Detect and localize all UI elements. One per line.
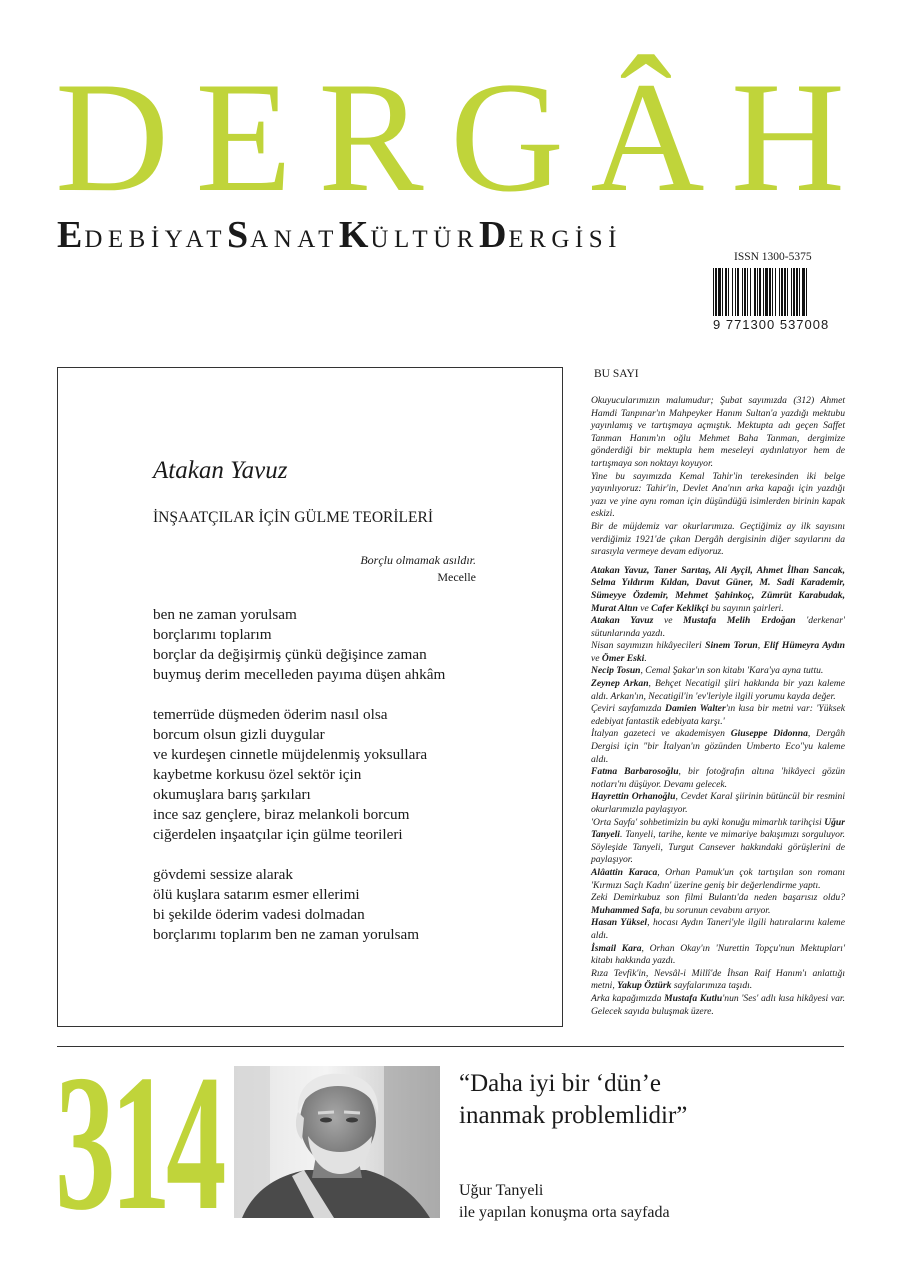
masthead-subtitle	[57, 213, 847, 257]
poem-epigraph-source: Mecelle	[437, 570, 476, 584]
contents-text-run: . Tanyeli, tarihe, kente ve mimariye bakışımızı sorguluyor. Söyleşide Tanyeli, Turgut Cansever hakkındaki görüşlerini de paylaşıyor.	[591, 829, 845, 866]
barcode-bar	[715, 268, 717, 316]
masthead-letter: E	[195, 50, 292, 225]
poem-line: ölü kuşlara satarım esmer ellerimi	[153, 886, 360, 903]
poem-line: buymuş derim mecelleden payıma düşen ahkâm	[153, 666, 446, 683]
contents-paragraph	[591, 892, 845, 917]
contents-text-run: , Cevdet Karal şiirinin bütüncül bir resmini okurlarımızla paylaşıyor.	[591, 791, 845, 815]
contents-text-run: Arka kapağımızda	[591, 992, 665, 1004]
poem-line: ben ne zaman yorulsam	[153, 606, 297, 623]
contents-text-run: Rıza Tevfik'in, Nevsâl-i Millî'de İhsan Raif Hanım'ı anlattığı metni,	[591, 967, 845, 992]
barcode-bar	[713, 268, 714, 316]
subtitle-initial: K	[338, 214, 371, 256]
contents-text-run: 'Orta Sayfa' sohbetimizin bu ayki konuğu mimarlık tarihçisi	[591, 816, 825, 828]
contents-paragraph	[591, 640, 845, 665]
contents-paragraph	[591, 766, 845, 791]
subtitle-word: DEBİYAT	[84, 226, 228, 253]
contributor-name: Hayrettin Orhanoğlu	[591, 791, 676, 803]
issn-label: ISSN 1300-5375	[734, 251, 812, 263]
contents-paragraph	[591, 521, 845, 559]
poem-line: ve kurdeşen cinnetle müjdelenmiş yoksullara	[153, 746, 428, 763]
poem-line: gövdemi sessize alarak	[153, 866, 294, 883]
masthead-letter: Â	[590, 50, 705, 225]
contents-text-run: Yine bu sayımızda Kemal Tahir'in terekesinden iki belge yayınlıyoruz: Tahir'in, Devlet Ana'nın arka kapağı için yazdığı yazı ve yine aynı roman için düşündüğü isimlerden birinin kapak eskizi.	[591, 470, 845, 520]
barcode-bar	[796, 268, 798, 316]
caption-line: Uğur Tanyeli	[459, 1182, 544, 1199]
contents-text-run: , bir fotoğrafın altına 'hikâyeci gözün notları'nı düşüyor. Devamı gelecek.	[591, 766, 845, 790]
issue-number: 314	[55, 1035, 222, 1251]
contents-paragraph	[591, 817, 845, 867]
poem-stanza	[153, 705, 553, 845]
barcode-bar	[747, 268, 748, 316]
portrait-photo	[234, 1066, 440, 1218]
subtitle-word: ANAT	[250, 226, 339, 253]
barcode-bar	[728, 268, 729, 316]
subtitle-initial: E	[57, 214, 85, 256]
contents-text-run: , hocası Aydın Taneri'yle ilgili hatıralarını kaleme aldı.	[591, 917, 845, 941]
contents-paragraph	[591, 791, 845, 816]
barcode-bar	[784, 268, 786, 316]
poem-author: Atakan Yavuz	[153, 457, 288, 484]
subtitle-word: ÜLTÜR	[370, 226, 479, 253]
contributor-name: Necip Tosun	[591, 665, 641, 677]
masthead-letter: D	[55, 50, 170, 225]
contributor-name: Elif Hümeyra Aydın	[763, 640, 845, 652]
contents-paragraph	[591, 917, 845, 942]
contents-text-run: bu sayının şairleri.	[708, 602, 784, 614]
barcode-bar	[759, 268, 761, 316]
contents-paragraph	[591, 728, 845, 766]
contents-paragraph	[591, 471, 845, 521]
barcode	[713, 268, 841, 316]
contents-text-run: ve	[637, 602, 652, 614]
barcode-bar	[732, 268, 733, 316]
contributor-name: Hasan Yüksel	[591, 917, 648, 929]
caption-line: ile yapılan konuşma orta sayfada	[459, 1204, 670, 1221]
barcode-digits: 9 771300 537008	[713, 317, 830, 332]
masthead-letter: G	[450, 50, 565, 225]
contents-paragraph	[591, 968, 845, 993]
contents-paragraph	[591, 615, 845, 640]
barcode-bar	[744, 268, 746, 316]
poem-title: İNŞAATÇILAR İÇİN GÜLME TEORİLERİ	[153, 509, 433, 526]
barcode-bar	[775, 268, 776, 316]
poem-line: kaybetme korkusu özel sektör için	[153, 766, 362, 783]
contents-text-run: sayfalarımıza taşıdı.	[671, 980, 753, 992]
contents-text-run: , bu sorunun cevabını arıyor.	[659, 904, 771, 916]
contributor-name: Zeynep Arkan	[591, 678, 649, 690]
contents-text-run: ,	[757, 640, 764, 652]
quote-line: inanmak problemlidir”	[459, 1102, 688, 1129]
barcode-bar	[769, 268, 771, 316]
poem-line: borçlarımı toplarım ben ne zaman yorulsam	[153, 926, 420, 943]
poem-stanza	[153, 605, 553, 685]
contributor-name: Giuseppe Didonna	[730, 728, 808, 740]
masthead-letter: H	[730, 50, 845, 225]
poem-line: ciğerdelen inşaatçılar için gülme teorileri	[153, 826, 403, 843]
contents-paragraph	[591, 565, 845, 615]
contributor-name: Mustafa Kutlu	[664, 992, 723, 1004]
contributor-name: Uğur Tanyeli	[591, 816, 845, 841]
barcode-bar	[793, 268, 795, 316]
poem-line: borçlarımı toplarım	[153, 626, 272, 643]
poem-line: ince saz gençlere, biraz melankoli borcum	[153, 806, 410, 823]
contents-text-run: 'derkenar' sütunlarında yazdı.	[591, 615, 845, 639]
contributor-name: Mustafa Melih Erdoğan	[683, 615, 796, 627]
contents-text-run: Çeviri sayfamızda	[591, 703, 666, 715]
barcode-bar	[737, 268, 739, 316]
contents-paragraph	[591, 943, 845, 968]
poem-line: okumuşlara barış şarkıları	[153, 786, 311, 803]
contents-text-run: ve	[591, 652, 602, 664]
barcode-bar	[779, 268, 780, 316]
barcode-bar	[781, 268, 783, 316]
barcode-bar	[718, 268, 721, 316]
barcode-bar	[791, 268, 792, 316]
contents-text-run: .	[644, 652, 647, 664]
barcode-bar	[757, 268, 758, 316]
contents-paragraph	[591, 867, 845, 892]
poem-line: temerrüde düşmeden öderim nasıl olsa	[153, 706, 388, 723]
contributor-name: Atakan Yavuz	[591, 615, 654, 627]
contents-text-run: , Dergâh Dergisi için "bir İtalyan'ın gözünden Umberto Eco"yu kaleme aldı.	[591, 728, 845, 765]
cover-caption	[459, 1180, 670, 1224]
poem-line: bi şekilde öderim vadesi dolmadan	[153, 906, 365, 923]
contributor-name: İsmail Kara	[591, 942, 642, 954]
poem-stanza	[153, 865, 553, 945]
contents-text-run: , Orhan Okay'ın 'Nurettin Topçu'nun Mektupları' kitabı hakkında yazdı.	[591, 942, 845, 967]
barcode-bar	[787, 268, 788, 316]
contents-text-run: 'ın kısa bir metni var: 'Yüksek edebiyat fantastik edebiyata karşı.'	[591, 703, 846, 727]
contents-text-run: Zeki Demirkubuz son filmi Bulantı'da neden başarısız oldu?	[591, 892, 845, 904]
contents-paragraph	[591, 395, 845, 471]
barcode-bar	[799, 268, 800, 316]
barcode-bar	[735, 268, 736, 316]
poem-line: borçlar da değişirmiş çünkü değişince zaman	[153, 646, 427, 663]
contents-paragraph	[591, 993, 845, 1018]
barcode-bar	[806, 268, 807, 316]
barcode-bar	[802, 268, 805, 316]
contents-paragraph	[591, 703, 845, 728]
barcode-bar	[754, 268, 756, 316]
contents-text-run: Okuyucularımızın malumudur; Şubat sayımızda (312) Ahmet Hamdi Tanpınar'ın Mahpeyker Hanım Sultan'a yazdığı mektubu yayınlamış ve tartışmaya açmıştık. Mektupta adı geçen Saffet Tanman Hanım'ın oğlu Mehmet Baha Tanman, dergimize gönderdiği bir mektupla hem meseleyi aydınlatıyor hem de tartışmaya son noktayı koyuyor.	[591, 395, 845, 469]
contents-text-run: Bir de müjdemiz var okurlarımıza. Geçtiğimiz ay ilk sayısını verdiğimiz 1921'de çıkan Dergâh dergisinin diğer sayılarını da sırasıyla vermeye devam ediyoruz.	[591, 520, 845, 558]
subtitle-word: ERGİSİ	[508, 226, 622, 253]
contents-heading: BU SAYI	[594, 368, 639, 380]
quote-line: “Daha iyi bir ‘dün’e	[459, 1070, 662, 1097]
contributor-name: Muhammed Safa	[591, 904, 660, 916]
masthead-letter: R	[318, 50, 424, 225]
contributor-name: Fatma Barbarosoğlu	[591, 766, 679, 778]
poem-body	[153, 605, 553, 965]
cover-quote	[459, 1068, 687, 1132]
contents-text-run: , Cemal Şakar'ın son kitabı 'Kara'ya ayna tuttu.	[640, 665, 824, 677]
barcode-bar	[722, 268, 723, 316]
contents-text	[591, 395, 845, 1018]
barcode-bar	[742, 268, 743, 316]
barcode-bar	[763, 268, 764, 316]
contributor-name: Alâattin Karaca	[591, 866, 658, 878]
contributor-name: Atakan Yavuz, Taner Sarıtaş, Ali Ayçil, Ahmet İlhan Sancak, Selma Yıldırım Kıldan, Davut Güner, M. Sadi Karademir, Sümeyye Özdemir, Mehmet Şahinkoç, Zümrüt Karabudak, Murat Altın	[591, 564, 845, 614]
contents-text-run: İtalyan gazeteci ve akademisyen	[591, 728, 731, 740]
contributor-name: Yakup Öztürk	[617, 980, 672, 992]
contents-paragraph	[591, 665, 845, 678]
contributor-name: Sinem Torun	[705, 640, 758, 652]
poem-epigraph: Borçlu olmamak asıldır.	[360, 553, 476, 567]
barcode-bar	[725, 268, 727, 316]
barcode-bar	[750, 268, 751, 316]
contents-text-run: , Orhan Pamuk'un çok tartışılan son romanı 'Kırmızı Saçlı Kadın' üzerine geniş bir değerlendirme yaptı.	[591, 866, 845, 891]
barcode-bar	[765, 268, 768, 316]
subtitle-initial: D	[478, 214, 509, 256]
masthead-logo	[55, 50, 845, 225]
barcode-bar	[772, 268, 773, 316]
contributor-name: Ömer Eski	[601, 652, 645, 664]
contributor-name: Cafer Keklikçi	[651, 602, 709, 614]
contents-text-run: Nisan sayımızın hikâyecileri	[591, 640, 706, 652]
contents-text-run: , Behçet Necatigil şiiri hakkında bir yazı kaleme aldı. Arkan'ın, Necatigil'in 'ev'leriyle ilgili yorumu kayda değer.	[591, 678, 845, 702]
contributor-name: Damien Walter	[665, 703, 726, 715]
subtitle-initial: S	[227, 214, 251, 256]
contents-paragraph	[591, 678, 845, 703]
contents-text-run: 'nun 'Ses' adlı kısa hikâyesi var. Gelecek sayıda buluşmak üzere.	[591, 992, 845, 1017]
contents-text-run: ve	[653, 615, 684, 627]
poem-line: borcum olsun gizli duygular	[153, 726, 325, 743]
